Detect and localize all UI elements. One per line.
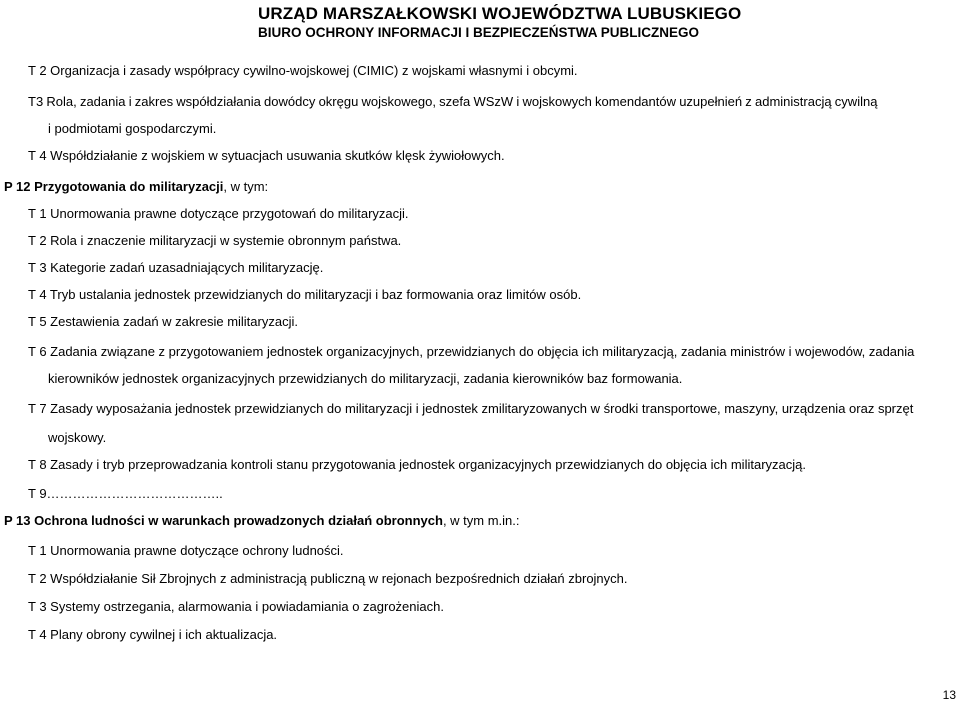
p13-item-2: T 2 Współdziałanie Sił Zbrojnych z administracją publiczną w rejonach bezpośrednich działań zbrojnych. — [28, 571, 628, 586]
p12-item-7-line2: wojskowy. — [48, 430, 107, 445]
p12-item-8: T 8 Zasady i tryb przeprowadzania kontroli stanu przygotowania jednostek organizacyjnych przewidzianych do objęcia ich militaryzacją. — [28, 457, 806, 472]
section-p13-title: P 13 Ochrona ludności w warunkach prowadzonych działań obronnych — [4, 513, 443, 528]
topic-t3-line1: T3 Rola, zadania i zakres współdziałania dowódcy okręgu wojskowego, szefa WSzW i wojskowych komendantów uzupełnień z administracją cywilną — [28, 94, 878, 109]
department-subtitle: BIURO OCHRONY INFORMACJI I BEZPIECZEŃSTWA PUBLICZNEGO — [258, 25, 700, 40]
p12-item-6-line1: T 6 Zadania związane z przygotowaniem jednostek organizacyjnych, przewidzianych do objęcia ich militaryzacją, zadania ministrów i wojewodów, zadania — [28, 344, 915, 359]
p12-item-7-line1: T 7 Zasady wyposażania jednostek przewidzianych do militaryzacji i jednostek zmilitaryzowanych w środki transportowe, maszyny, urządzenia oraz sprzęt — [28, 401, 914, 416]
topic-t2-cimic: T 2 Organizacja i zasady współpracy cywilno-wojskowej (CIMIC) z wojskami własnymi i obcymi. — [28, 63, 578, 78]
p12-item-6-line2: kierowników jednostek organizacyjnych przewidzianych do militaryzacji, zadania kierowników baz formowania. — [48, 371, 683, 386]
section-p12-heading — [4, 179, 268, 195]
p13-item-3: T 3 Systemy ostrzegania, alarmowania i powiadamiania o zagrożeniach. — [28, 599, 444, 614]
p13-item-1: T 1 Unormowania prawne dotyczące ochrony ludności. — [28, 543, 344, 558]
section-p13-title-rest: , w tym m.in.: — [442, 513, 520, 528]
p12-item-2: T 2 Rola i znaczenie militaryzacji w systemie obronnym państwa. — [28, 233, 402, 248]
topic-t4-disaster: T 4 Współdziałanie z wojskiem w sytuacjach usuwania skutków klęsk żywiołowych. — [28, 148, 505, 163]
p12-item-1: T 1 Unormowania prawne dotyczące przygotowań do militaryzacji. — [28, 206, 409, 221]
document-header — [258, 4, 742, 40]
organization-title: URZĄD MARSZAŁKOWSKI WOJEWÓDZTWA LUBUSKIEGO — [258, 4, 742, 23]
p13-item-4: T 4 Plany obrony cywilnej i ich aktualizacja. — [28, 627, 278, 642]
p12-item-9: T 9………………………………….. — [28, 486, 223, 501]
topic-t3-line2: i podmiotami gospodarczymi. — [48, 121, 217, 136]
section-p12-title: P 12 Przygotowania do militaryzacji — [4, 179, 224, 194]
p12-item-4: T 4 Tryb ustalania jednostek przewidzianych do militaryzacji i baz formowania oraz limitów osób. — [28, 287, 582, 302]
p12-item-3: T 3 Kategorie zadań uzasadniających militaryzację. — [28, 260, 324, 275]
page-number: 13 — [942, 688, 956, 702]
p12-item-5: T 5 Zestawienia zadań w zakresie militaryzacji. — [28, 314, 298, 329]
section-p13-heading — [4, 513, 520, 529]
section-p12-title-rest: , w tym: — [223, 179, 269, 194]
